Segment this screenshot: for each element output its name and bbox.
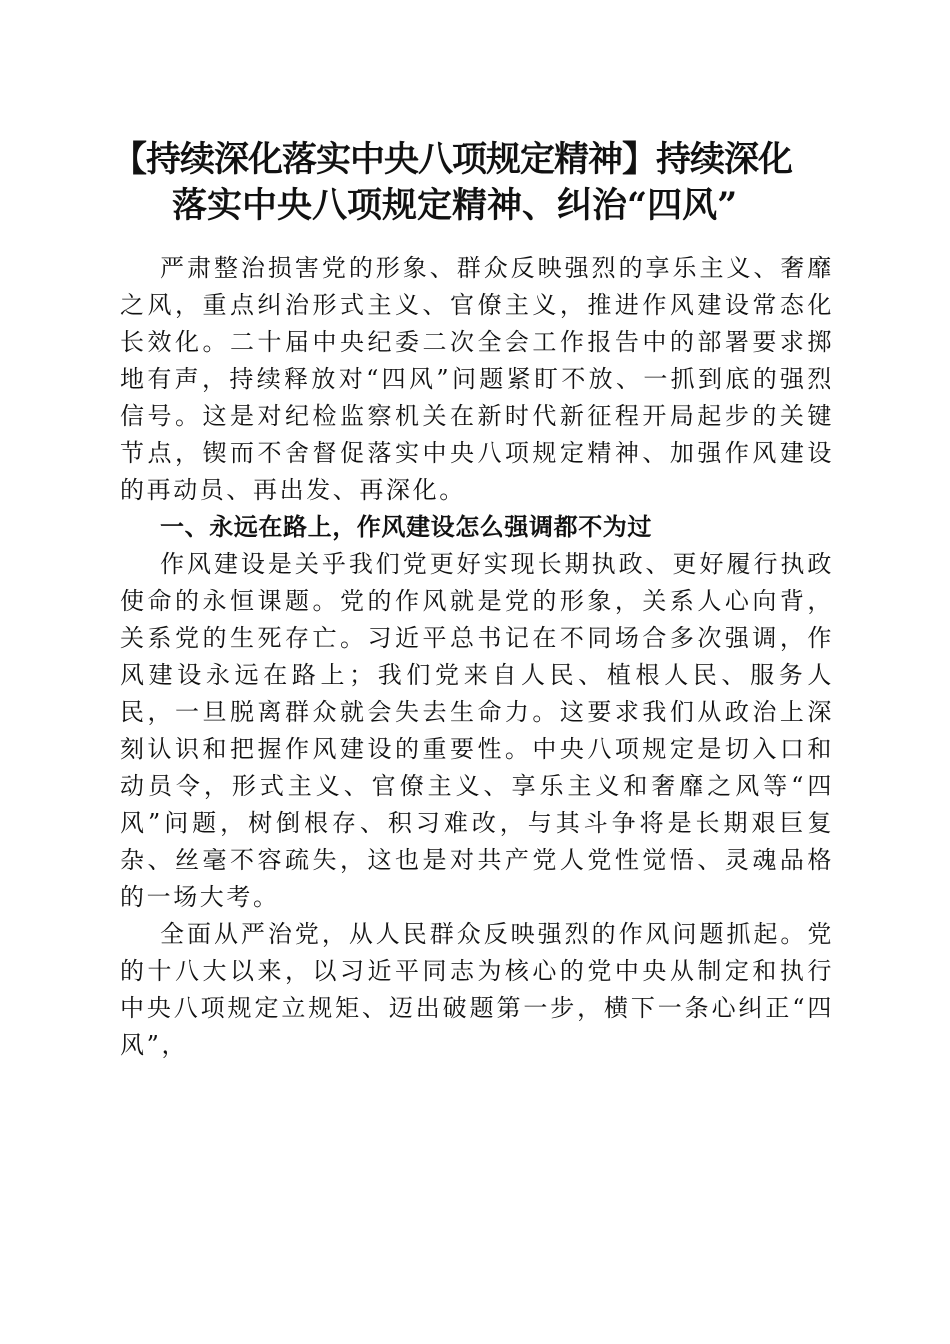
paragraph-intro: 严肃整治损害党的形象、群众反映强烈的享乐主义、奢靡之风，重点纠治形式主义、官僚主义，推进作风建设常态化长效化。二十届中央纪委二次全会工作报告中的部署要求掷地有声，持续释放对“四风”问题紧盯不放、一抓到底的强烈信号。这是对纪检监察机关在新时代新征程开局起步的关键节点，锲而不舍督促落实中央八项规定精神、加强作风建设的再动员、再出发、再深化。 bbox=[120, 254, 834, 504]
paragraph-section1-a: 作风建设是关乎我们党更好实现长期执政、更好履行执政使命的永恒课题。党的作风就是党的形象，关系人心向背，关系党的生死存亡。习近平总书记在不同场合多次强调，作风建设永远在路上；我们党来自人民、植根人民、服务人民，一旦脱离群众就会失去生命力。这要求我们从政治上深刻认识和把握作风建设的重要性。中央八项规定是切入口和动员令，形式主义、官僚主义、享乐主义和奢靡之风等“四风”问题，树倒根存、积习难改，与其斗争将是长期艰巨复杂、丝毫不容疏失，这也是对共产党人党性觉悟、灵魂品格的一场大考。 bbox=[120, 550, 834, 911]
title-line-2: 落实中央八项规定精神、纠治“四风” bbox=[172, 185, 738, 226]
title-line-1: 【持续深化落实中央八项规定精神】持续深化 bbox=[112, 139, 793, 180]
section-heading-1: 一、永远在路上，作风建设怎么强调都不为过 bbox=[160, 513, 652, 541]
document-body bbox=[120, 250, 834, 1064]
document-title bbox=[112, 137, 830, 229]
paragraph-section1-b: 全面从严治党，从人民群众反映强烈的作风问题抓起。党的十八大以来，以习近平同志为核心的党中央从制定和执行中央八项规定立规矩、迈出破题第一步，横下一条心纠正“四风”， bbox=[120, 920, 834, 1059]
